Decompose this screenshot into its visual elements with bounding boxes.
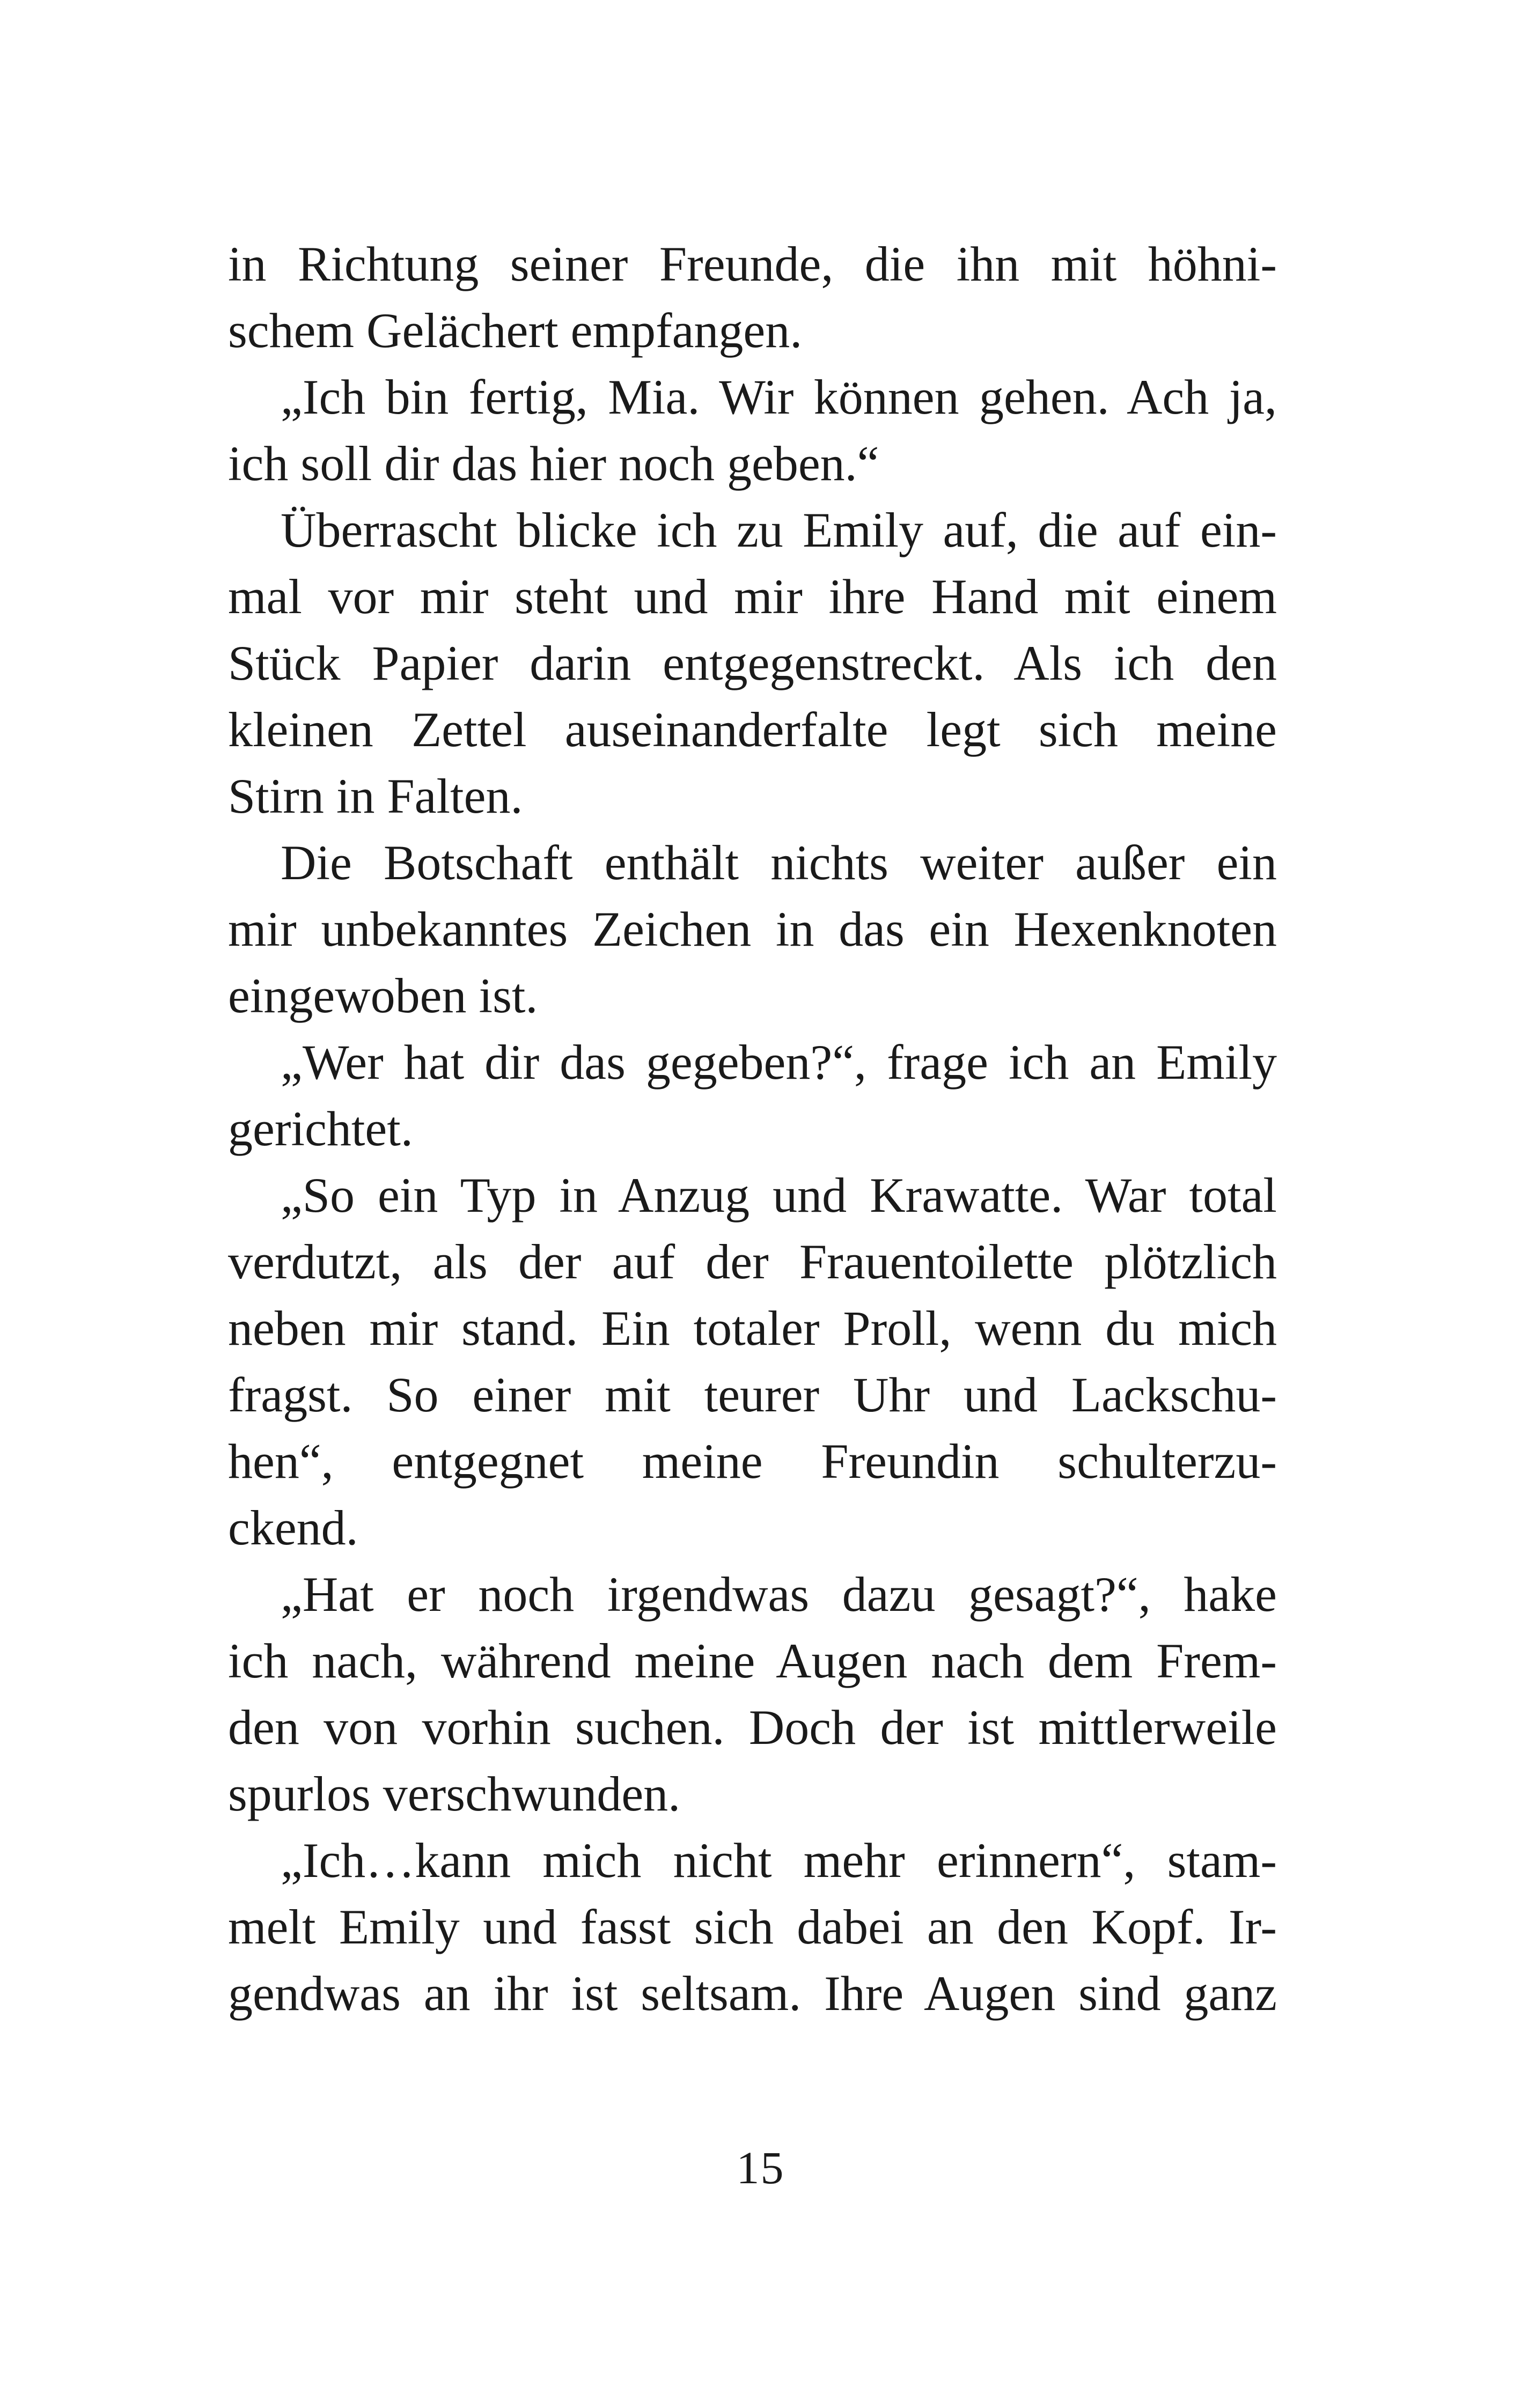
text-line: „Ich…kann mich nicht mehr erinnern“, stam-: [281, 1833, 1277, 1888]
text-line: ich nach, während meine Augen nach dem Frem-: [228, 1633, 1277, 1688]
text-line: ich soll dir das hier noch geben.“: [228, 436, 879, 491]
page-number: 15: [736, 2142, 785, 2193]
text-line: kleinen Zettel auseinanderfalte legt sich meine: [228, 702, 1277, 757]
text-line: hen“, entgegnet meine Freundin schulterzu-: [228, 1434, 1277, 1489]
text-line: „Hat er noch irgendwas dazu gesagt?“, hake: [281, 1567, 1277, 1622]
text-line: Überrascht blicke ich zu Emily auf, die auf ein-: [281, 503, 1277, 557]
text-line: Stirn in Falten.: [228, 769, 523, 823]
text-line: Stück Papier darin entgegenstreckt. Als ich den: [228, 636, 1277, 690]
text-line: „Wer hat dir das gegeben?“, frage ich an Emily: [281, 1035, 1277, 1089]
text-line: in Richtung seiner Freunde, die ihn mit höhni-: [228, 237, 1277, 291]
text-line: fragst. So einer mit teurer Uhr und Lackschu-: [228, 1367, 1277, 1422]
text-line: mir unbekanntes Zeichen in das ein Hexenknoten: [228, 902, 1277, 956]
text-line: melt Emily und fasst sich dabei an den Kopf. Ir-: [228, 1899, 1277, 1954]
text-line: schem Gelächert empfangen.: [228, 303, 803, 358]
text-line: mal vor mir steht und mir ihre Hand mit einem: [228, 569, 1277, 624]
text-line: spurlos verschwunden.: [228, 1766, 681, 1821]
text-line: „So ein Typ in Anzug und Krawatte. War total: [281, 1168, 1277, 1223]
text-line: gendwas an ihr ist seltsam. Ihre Augen sind ganz: [228, 1966, 1277, 2021]
text-line: „Ich bin fertig, Mia. Wir können gehen. Ach ja,: [281, 370, 1277, 424]
text-line: den von vorhin suchen. Doch der ist mittlerweile: [228, 1700, 1277, 1755]
text-line: neben mir stand. Ein totaler Proll, wenn du mich: [228, 1301, 1277, 1356]
text-line: verdutzt, als der auf der Frauentoilette plötzlich: [228, 1234, 1277, 1289]
text-line: ckend.: [228, 1500, 358, 1555]
text-line: gerichtet.: [228, 1101, 413, 1156]
text-line: eingewoben ist.: [228, 968, 538, 1023]
text-line: Die Botschaft enthält nichts weiter außer ein: [281, 835, 1277, 890]
